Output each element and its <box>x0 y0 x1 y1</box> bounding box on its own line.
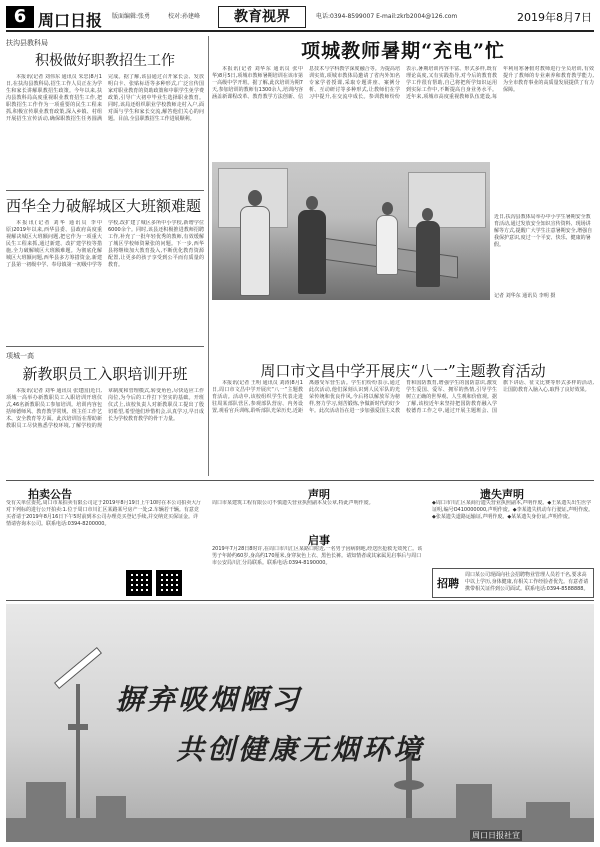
photo-credit: 记者 刘华东 通讯员 李明 摄 <box>494 293 556 299</box>
notice2-title: 启事 <box>308 534 330 547</box>
article1-title: 积极做好职教招生工作 <box>35 53 175 69</box>
article3-title: 新教职员工入职培训开班 <box>22 365 188 383</box>
no-smoking-banner <box>6 604 594 842</box>
main-headline: 项城教师暑期“充电”忙 <box>301 40 505 62</box>
article1-body <box>6 74 204 186</box>
qr-code <box>126 570 152 596</box>
article2-text: 本报讯(记者 刘华 通讯员 李中原)2019年以来,西华县委、县政府高度重视解决城区大班额问题,把它作为一项重大民生工程来抓,通过新建、改扩建学校等措施,全力破解城区大班额难题。为彻底化解城区大班额问题,西华县多方筹措资金,新建了县第一初级中学、奉母镇第一初级中学等学校,改扩建了城区多所中小学校,新增学位6000余个。同时,该县还积极推进教师招聘工作,补充了一批年轻优秀的教师,有效缓解了城区学校师资紧张的问题。下一步,西华县将继续加大教育投入,不断优化教育资源配置,让更多的孩子享受到公平而有质量的教育。 <box>6 220 204 268</box>
recruit-title: 招聘 <box>437 577 459 590</box>
photo-person-head <box>422 208 433 221</box>
auction-text: 受有关单位委托,周口市某拍卖有限公司定于2019年8月19日上午10时在本公司拍卖大厅对下列标的进行公开拍卖:1.位于周口市川汇区某路某号房产一处;2.车辆若干辆。有意竞买者请于2019年8月16日下午5时前到本公司办理竞买登记手续,并交纳竞买保证金。详情请咨询本公司。联系电话:0394-8200000。 <box>6 500 202 527</box>
tower-ring <box>394 780 424 790</box>
story2-headline: 周口市文昌中学开展庆“八一”主题教育活动 <box>260 362 546 380</box>
photo-person <box>240 206 270 296</box>
photo-person <box>416 221 440 287</box>
notice2-text: 2019年7月28日8时许,在周口市川汇区某路口附近,一名男子因病倒地,经送医抢救无效死亡。该男子年龄约60岁,身高约170厘米,身穿灰色上衣、黑色长裤。请知情者或其家属见启事后与周口市公安局川汇分局联系。联系电话:0394-8190000。 <box>212 546 423 566</box>
lost-title: 遗失声明 <box>480 488 524 501</box>
banner-slogan-line2: 共创健康无烟环境 <box>176 733 425 766</box>
photo-building <box>408 172 486 228</box>
building-silhouette <box>96 796 126 842</box>
editor-line: 版面编辑:张勇 <box>112 13 151 20</box>
issue-date: 2019年8月7日 <box>517 11 592 24</box>
cigarette-icon <box>54 647 102 689</box>
page-header <box>6 6 594 28</box>
building-silhouette <box>526 802 570 842</box>
photo-person <box>298 210 326 294</box>
photo-caption: 近日,扶沟县教体局举办中小学生暑期安全教育活动,通过发放安全知识宣传资料、现场讲解等方式,提醒广大学生注意暑期安全,增强自我保护意识,度过一个平安、快乐、健康的暑假。 <box>494 214 593 248</box>
article3-text: 本报讯(记者 刘华 通讯员 张建国)近日,项城一高举办新教职员工入职培训开班仪式,46名新教职员工参加培训。培训内容包括师德师风、教育教学常规、班主任工作艺术、安全教育等方面。此次培训旨在帮助新教职员工尽快熟悉学校环境,了解学校的规章制度和管理模式,转变角色,尽快适应工作岗位,为今后的工作打下坚实的基础。开班仪式上,该校负责人对新教职员工提出了殷切希望,希望他们珍惜机会,认真学习,早日成长为学校教育教学的骨干力量。 <box>6 388 204 429</box>
proof-line: 校对:孙建峰 <box>168 13 201 20</box>
story2-body <box>212 380 594 476</box>
article1-kicker: 扶沟县教科局 <box>6 39 48 47</box>
auction-title: 拍卖公告 <box>28 488 72 501</box>
header-rule <box>6 30 594 32</box>
section-title: 教育视界 <box>218 6 306 28</box>
column-divider <box>208 36 209 476</box>
banner-credit: 周口日报社宣 <box>472 831 520 840</box>
article2-title: 西华全力破解城区大班额难题 <box>6 197 202 215</box>
recruit-text: 周口某公司现面向社会招聘物业管理人员若干名,要求高中以上学历,身体健康,有相关工作经验者优先。有意者请携带相关证件到公司面试。联系电话:0394-8588888。 <box>465 572 589 592</box>
section-rule <box>6 480 594 481</box>
statement-text: 周口市某建筑工程有限公司不慎遗失营业执照副本及公章,特此声明作废。 <box>212 500 374 506</box>
photo-person-head <box>248 190 262 206</box>
main-story-body <box>212 66 594 158</box>
news-photo <box>212 162 490 300</box>
paper-name: 周口日报 <box>38 11 103 30</box>
main-story-text: 本报讯(记者 刘华东 通讯员 张中华)8月5日,项城市教师暑期培训在该市第一高级中学开班。据了解,此次培训为期7天,参加培训的教师有1300余人,培训内容涵盖新课程改革、教育教学方法创新、信息技术与学科教学深度融合等。为提高培训实效,项城市教体局邀请了省内外知名专家学者授课,采取专题讲座、案例分析、互动研讨等多种形式,让教师们在学习中提升,在交流中成长。参训教师纷纷表示,暑期培训内容丰富、形式多样,既有理论高度,又有实践指导,对今后的教育教学工作很有帮助,自己将把所学知识运用到实际工作中,不断提高自身业务水平。近年来,项城市高度重视教师队伍建设,每年利用寒暑假对教师进行全员培训,有效提升了教师的专业素养和教育教学能力,为全市教育事业的高质量发展提供了有力保障。 <box>212 66 594 100</box>
photo-person <box>376 215 398 275</box>
divider <box>6 346 204 347</box>
building-silhouette <box>26 782 66 842</box>
article3-body <box>6 388 204 476</box>
page-number: 6 <box>6 6 34 28</box>
left-column <box>6 34 204 476</box>
photo-person-head <box>382 202 393 215</box>
photo-person-head <box>306 196 318 210</box>
tower-ring <box>68 724 88 730</box>
article2-body <box>6 220 204 342</box>
recruit-box <box>432 568 594 598</box>
story2-text: 本报讯(记者 王明 通讯员 刘涛)8月1日,周口市文昌中学开展庆“八一”主题教育活动。活动中,该校组织学生代表走进驻周某部队营区,参观部队营房、内务设置,观看官兵训练,聆听部队光荣历史,近距离感受军营生活。学生们纷纷表示,通过此次活动,他们深刻认识到人民军队的光荣传统和优良作风,今后将以解放军为榜样,努力学习,刻苦锻炼,争做新时代的好少年。此次活动旨在进一步加强爱国主义教育和国防教育,增强学生的国防意识,激发学生爱国、爱军、拥军的热情,引导学生树立正确的世界观、人生观和价值观。据了解,该校近年来坚持把国防教育融入学校德育工作之中,通过开展主题班会、国旗下讲话、征文比赛等形式多样的活动,让国防教育入脑入心,取得了良好效果。 <box>212 380 594 414</box>
divider <box>6 190 204 191</box>
qr-code <box>156 570 182 596</box>
contact-line: 电话:0394-8599007 E-mail:zkrb2004@126.com <box>316 13 458 20</box>
statement-title: 声明 <box>308 488 330 501</box>
lost-text: ◆周口市川汇区某商行遗失营业执照副本,声明作废。◆王某遗失出生医学证明,编号O410000000,声明作废。◆李某遗失机动车行驶证,声明作废。◆张某遗失道路运输证,声明作废。◆某某遗失身份证,声明作废。 <box>432 500 594 520</box>
article1-text: 本报讯(记者 刘伟东 通讯员 朱忠)8月1日,在扶沟县教科局,招生工作人员正在为学生和家长讲解职教招生政策。今年以来,扶沟县教科局高度重视职业教育招生工作,把职教招生工作作为一项重要的民生工程来抓,积极宣传职业教育政策,深入乡镇、村组开展招生宣传活动,确保职教招生任务圆满完成。据了解,该县通过召开家长会、发放明白卡、张贴标语等多种形式,广泛宣传国家对职业教育的资助政策和中职学生免学费政策,引导广大初中毕业生选择职业教育。同时,该局还组织职业学校教师走村入户,面对面与学生和家长交流,解答他们关心的问题。目前,全县职教招生工作进展顺利。 <box>6 74 204 122</box>
banner-slogan-line1: 摒弃吸烟陋习 <box>116 683 303 716</box>
article3-kicker: 项城一高 <box>6 352 34 360</box>
section-rule <box>6 600 594 601</box>
